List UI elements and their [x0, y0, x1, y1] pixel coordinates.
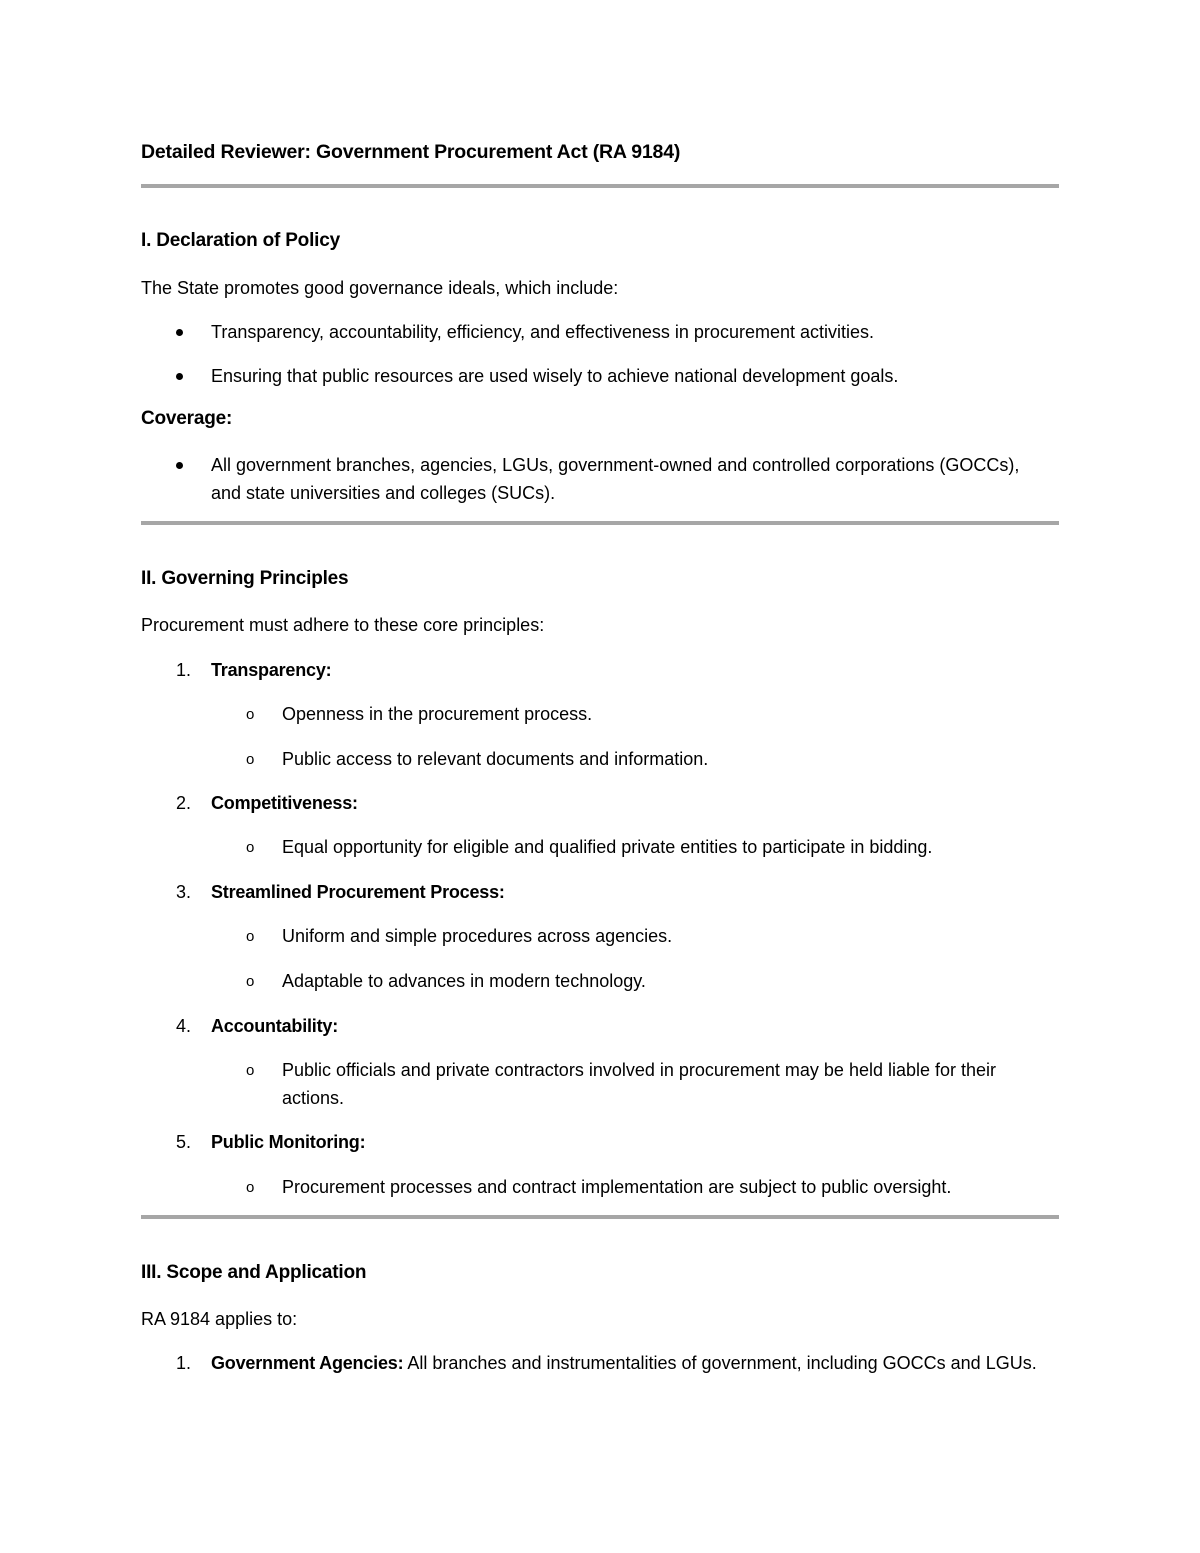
sub-list-item	[141, 967, 1059, 995]
sub-list-item	[141, 1056, 1059, 1112]
section-intro: Procurement must adhere to these core principles:	[141, 615, 545, 635]
sub-list-item	[141, 833, 1059, 861]
bullet-icon	[176, 329, 183, 336]
sub-list-item-text: Procurement processes and contract implementation are subject to public oversight.	[282, 1177, 952, 1197]
list-number: 3.	[176, 882, 192, 902]
list-number: 4.	[176, 1016, 192, 1036]
bullet-icon	[176, 373, 183, 380]
sub-bullet-icon: o	[246, 973, 255, 990]
numbered-item	[141, 789, 1059, 817]
sub-list-item-text: Public officials and private contractors involved in procurement may be held liable for their actions.	[282, 1060, 997, 1108]
list-item	[141, 451, 1059, 507]
sub-bullet-icon: o	[246, 706, 255, 723]
section-heading-governing-principles: II. Governing Principles	[141, 568, 349, 589]
scope-label: Government Agencies:	[211, 1353, 404, 1373]
section-divider	[141, 521, 1059, 525]
sub-bullet-icon: o	[246, 1062, 255, 1079]
list-item-text: All government branches, agencies, LGUs, government-owned and controlled corporations (GOCCs), and state universities and colleges (SUCs).	[211, 455, 1020, 503]
sub-list-item	[141, 700, 1059, 728]
section-intro: RA 9184 applies to:	[141, 1309, 298, 1329]
list-item	[141, 318, 1059, 346]
sub-list-item-text: Openness in the procurement process.	[282, 704, 593, 724]
list-item-text: Transparency, accountability, efficiency, and effectiveness in procurement activities.	[211, 322, 874, 342]
sub-bullet-icon: o	[246, 1179, 255, 1196]
principle-label: Streamlined Procurement Process:	[211, 882, 505, 902]
section-divider	[141, 1215, 1059, 1219]
coverage-heading: Coverage:	[141, 408, 233, 429]
sub-list-item-text: Equal opportunity for eligible and qualified private entities to participate in bidding.	[282, 837, 933, 857]
document-page	[141, 0, 1059, 1553]
scope-text: All branches and instrumentalities of government, including GOCCs and LGUs.	[403, 1353, 1037, 1373]
numbered-item	[141, 1128, 1059, 1156]
section-divider	[141, 184, 1059, 188]
sub-bullet-icon: o	[246, 839, 255, 856]
sub-bullet-icon: o	[246, 751, 255, 768]
principle-label: Public Monitoring:	[211, 1132, 366, 1152]
principle-label: Competitiveness:	[211, 793, 358, 813]
list-item	[141, 362, 1059, 390]
list-item-text: Ensuring that public resources are used wisely to achieve national development goals.	[211, 366, 899, 386]
sub-list-item-text: Public access to relevant documents and information.	[282, 749, 709, 769]
sub-list-item	[141, 1173, 1059, 1201]
numbered-item	[141, 878, 1059, 906]
section-heading-declaration-of-policy: I. Declaration of Policy	[141, 230, 340, 251]
list-number: 2.	[176, 793, 192, 813]
sub-list-item-text: Adaptable to advances in modern technology.	[282, 971, 646, 991]
numbered-item-content	[211, 1349, 1051, 1377]
document-title: Detailed Reviewer: Government Procurement Act (RA 9184)	[141, 141, 681, 163]
principle-label: Transparency:	[211, 660, 332, 680]
sub-bullet-icon: o	[246, 928, 255, 945]
list-number: 1.	[176, 660, 192, 680]
numbered-item	[141, 1012, 1059, 1040]
section-intro: The State promotes good governance ideals, which include:	[141, 278, 619, 298]
numbered-item	[141, 1349, 1059, 1405]
section-heading-scope-and-application: III. Scope and Application	[141, 1262, 367, 1283]
numbered-item	[141, 656, 1059, 684]
bullet-icon	[176, 462, 183, 469]
principle-label: Accountability:	[211, 1016, 339, 1036]
sub-list-item-text: Uniform and simple procedures across agencies.	[282, 926, 673, 946]
list-number: 5.	[176, 1132, 192, 1152]
sub-list-item	[141, 745, 1059, 773]
sub-list-item	[141, 922, 1059, 950]
list-number: 1.	[176, 1353, 192, 1373]
